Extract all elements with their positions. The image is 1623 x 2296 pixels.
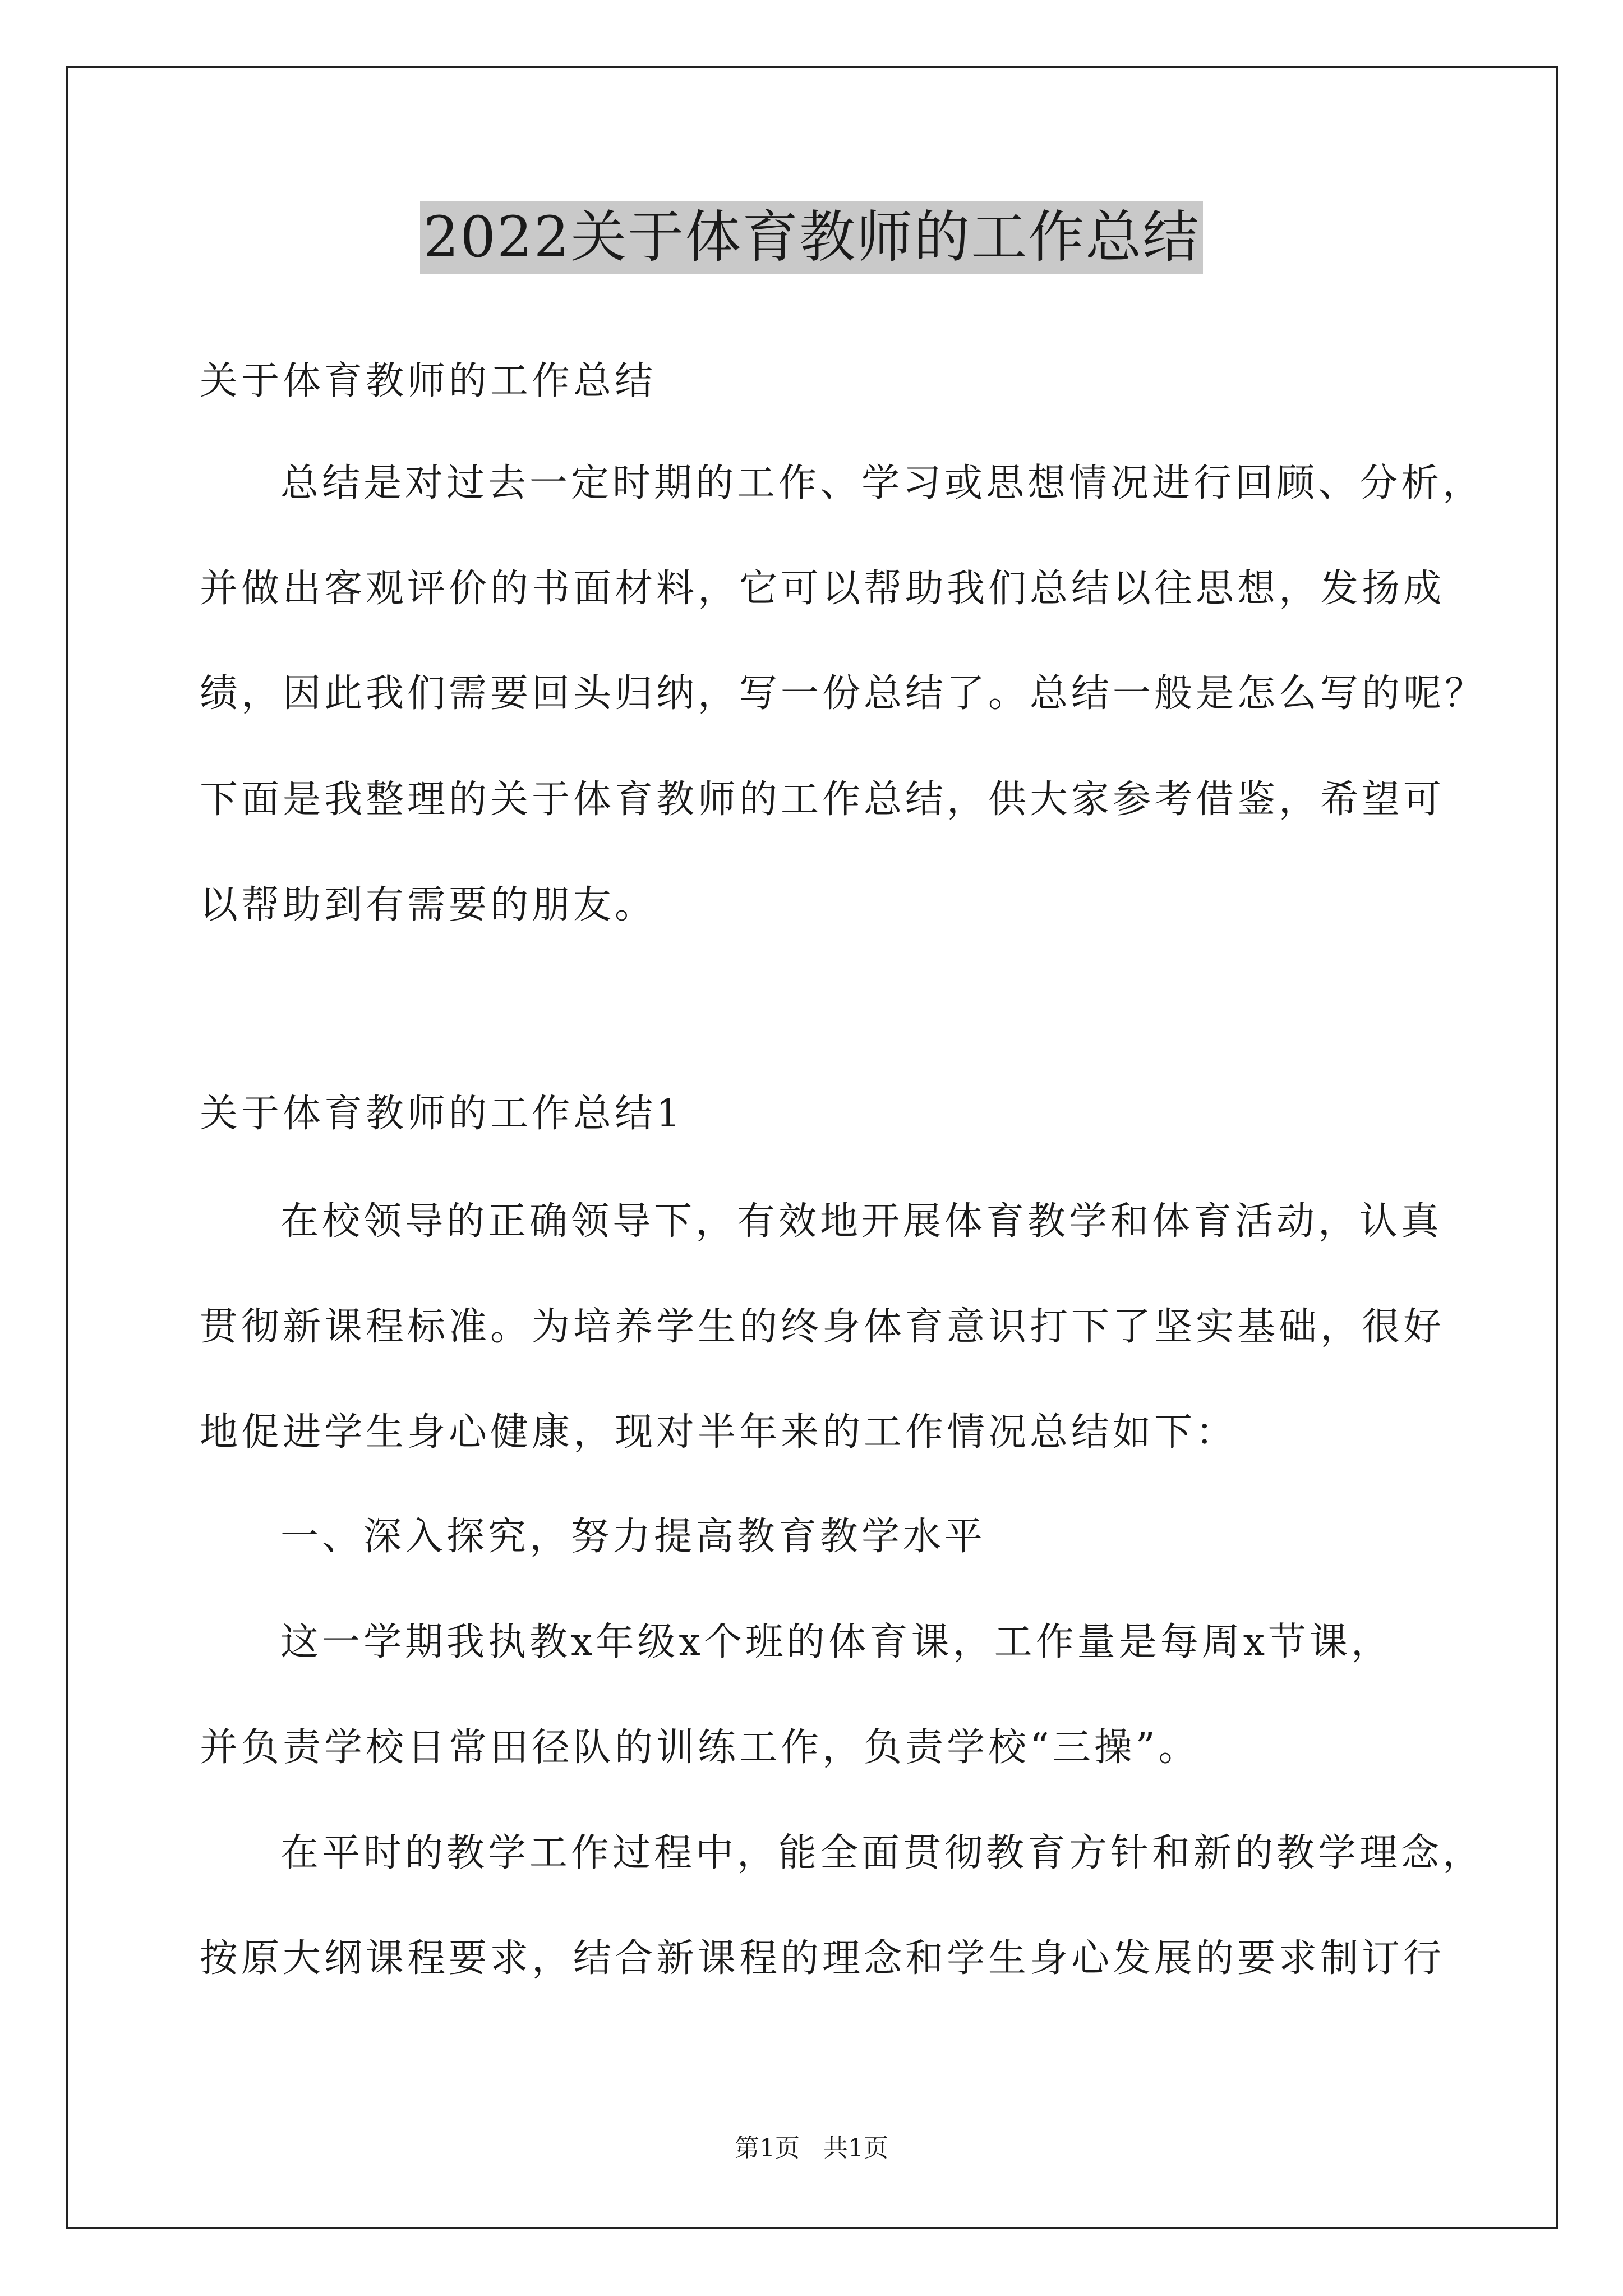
body-line: 并负责学校日常田径队的训练工作，负责学校“三操”。 [200, 1726, 1200, 1770]
intro-line: 绩，因此我们需要回头归纳，写一份总结了。总结一般是怎么写的呢？ [200, 671, 1487, 716]
body-line: 在平时的教学工作过程中，能全面贯彻教育方针和新的教学理念， [280, 1831, 1484, 1875]
page-number-current: 第1页 [735, 2134, 800, 2162]
intro-line: 总结是对过去一定时期的工作、学习或思想情况进行回顾、分析， [280, 461, 1484, 505]
intro-line: 下面是我整理的关于体育教师的工作总结，供大家参考借鉴，希望可 [200, 777, 1445, 822]
intro-line: 以帮助到有需要的朋友。 [200, 883, 657, 927]
page-number-total: 共1页 [823, 2134, 888, 2162]
subsection-heading: 一、深入探究，努力提高教育教学水平 [280, 1515, 986, 1559]
title-area [0, 201, 1623, 274]
document-subtitle: 关于体育教师的工作总结 [200, 359, 657, 403]
intro-line: 并做出客观评价的书面材料，它可以帮助我们总结以往思想，发扬成 [200, 567, 1445, 611]
section-heading: 关于体育教师的工作总结1 [200, 1092, 684, 1136]
body-line: 按原大纲课程要求，结合新课程的理念和学生身心发展的要求制订行 [200, 1936, 1445, 1981]
body-line: 地促进学生身心健康，现对半年来的工作情况总结如下： [200, 1410, 1238, 1455]
body-line: 在校领导的正确领导下，有效地开展体育教学和体育活动，认真 [280, 1199, 1443, 1244]
page-footer [0, 2132, 1623, 2165]
body-line: 贯彻新课程标准。为培养学生的终身体育意识打下了坚实基础，很好 [200, 1305, 1445, 1349]
document-title: 2022关于体育教师的工作总结 [420, 201, 1204, 274]
body-line: 这一学期我执教x年级x个班的体育课，工作量是每周x节课， [280, 1620, 1393, 1664]
